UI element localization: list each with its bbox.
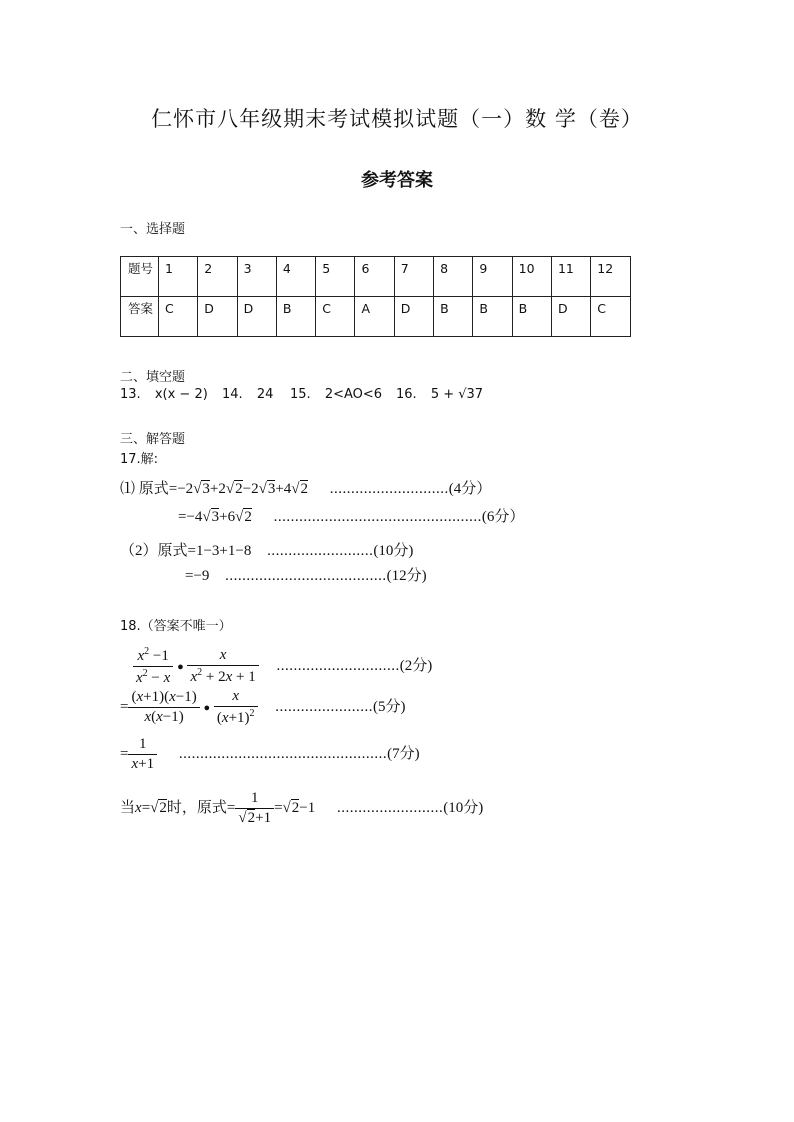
q17-1-score2: (6分） [481, 509, 525, 525]
table-header-question: 题号 [121, 257, 159, 297]
q18-final: 当x=√2时，原式= $\frac{1}{√2+1}$ =√2−1 .........................(10分) [120, 790, 484, 826]
answer-table [120, 256, 631, 337]
q18-score3: (7分) [387, 745, 420, 762]
table-cell: 7 [394, 257, 433, 297]
q18-score2: (5分) [373, 698, 406, 715]
fill-number: 13. [120, 387, 141, 402]
table-cell: D [551, 297, 590, 337]
q17-label: 17.解: [120, 452, 159, 467]
fill-item-13 [120, 387, 208, 402]
q17-2-line1: （2）原式=1−3+1−8 .........................(10分) [120, 543, 414, 559]
q18-score4: (10分) [443, 799, 484, 816]
q18-final-prefix: 当 [120, 799, 136, 816]
q17-1-score1: (4分） [448, 481, 492, 497]
table-row-numbers [121, 257, 631, 297]
table-cell: D [198, 297, 237, 337]
fill-answer: 24 [256, 387, 274, 402]
q18-score1: (2分) [399, 657, 433, 674]
q17-1-line1: ⑴ 原式=−2√3+2√2−2√3+4√2 ............................(4分） [120, 481, 492, 497]
q17-1-label: ⑴ 原式 [120, 481, 169, 497]
table-cell: C [159, 297, 198, 337]
table-cell: 6 [355, 257, 394, 297]
table-cell: 10 [512, 257, 551, 297]
fill-number: 14. [222, 387, 243, 402]
q18-line3: = $\frac{1}{x+1}$ .................................................(7分) [120, 736, 420, 772]
q17-2-expr2: =−9 [185, 568, 210, 584]
q17-2-expr1: =1−3+1−8 [187, 543, 252, 559]
table-cell: B [512, 297, 551, 337]
q18-line1: $\frac{x^2 -1}{x^2 - x}$ ● $\frac{x}{x^2 + 2x + 1}$ .............................(2分) [133, 646, 432, 687]
q18-final-mid: 时，原式 [166, 799, 227, 816]
table-cell: B [276, 297, 315, 337]
fill-item-16 [396, 387, 483, 402]
section-choice-heading: 一、选择题 [120, 222, 186, 237]
fill-answer: 5 + √37 [430, 387, 484, 402]
q17-2-line2: =−9 ......................................(12分) [185, 568, 427, 584]
table-header-answer: 答案 [121, 297, 159, 337]
q17-2-label: （2）原式 [120, 543, 188, 559]
table-cell: D [394, 297, 433, 337]
table-cell: 1 [159, 257, 198, 297]
fill-answer: 2<AO<6 [324, 387, 383, 402]
q17-2-score1: (10分) [373, 543, 414, 559]
fill-item-14 [222, 387, 273, 402]
table-cell: 11 [551, 257, 590, 297]
table-cell: 9 [473, 257, 512, 297]
fill-number: 15. [290, 387, 311, 402]
table-cell: 12 [591, 257, 630, 297]
fill-answer: x(x − 2) [154, 387, 208, 402]
section-fill-heading: 二、填空题 [120, 370, 186, 385]
table-cell: 4 [276, 257, 315, 297]
table-cell: C [591, 297, 630, 337]
table-cell: A [355, 297, 394, 337]
fill-number: 16. [396, 387, 417, 402]
answer-key-heading: 参考答案 [361, 170, 433, 191]
q17-2-score2: (12分) [386, 568, 427, 584]
q17-1-line2: =−4√3+6√2 .................................................(6分） [178, 509, 525, 525]
fill-item-15 [290, 387, 382, 402]
table-cell: 8 [434, 257, 473, 297]
q18-label: 18.（答案不唯一） [120, 619, 232, 634]
table-cell: 5 [316, 257, 355, 297]
table-cell: C [316, 297, 355, 337]
table-cell: 2 [198, 257, 237, 297]
page-title: 仁怀市八年级期末考试模拟试题（一）数 学（卷） [151, 107, 643, 131]
table-cell: B [434, 297, 473, 337]
section-solve-heading: 三、解答题 [120, 432, 186, 447]
table-cell: 3 [237, 257, 276, 297]
table-cell: B [473, 297, 512, 337]
table-cell: D [237, 297, 276, 337]
table-row-answers [121, 297, 631, 337]
q18-line2: = $\frac{(x+1)(x-1)}{x(x-1)}$ ● $\frac{x}{(x+1)^2}$ .......................(5分) [120, 688, 406, 726]
